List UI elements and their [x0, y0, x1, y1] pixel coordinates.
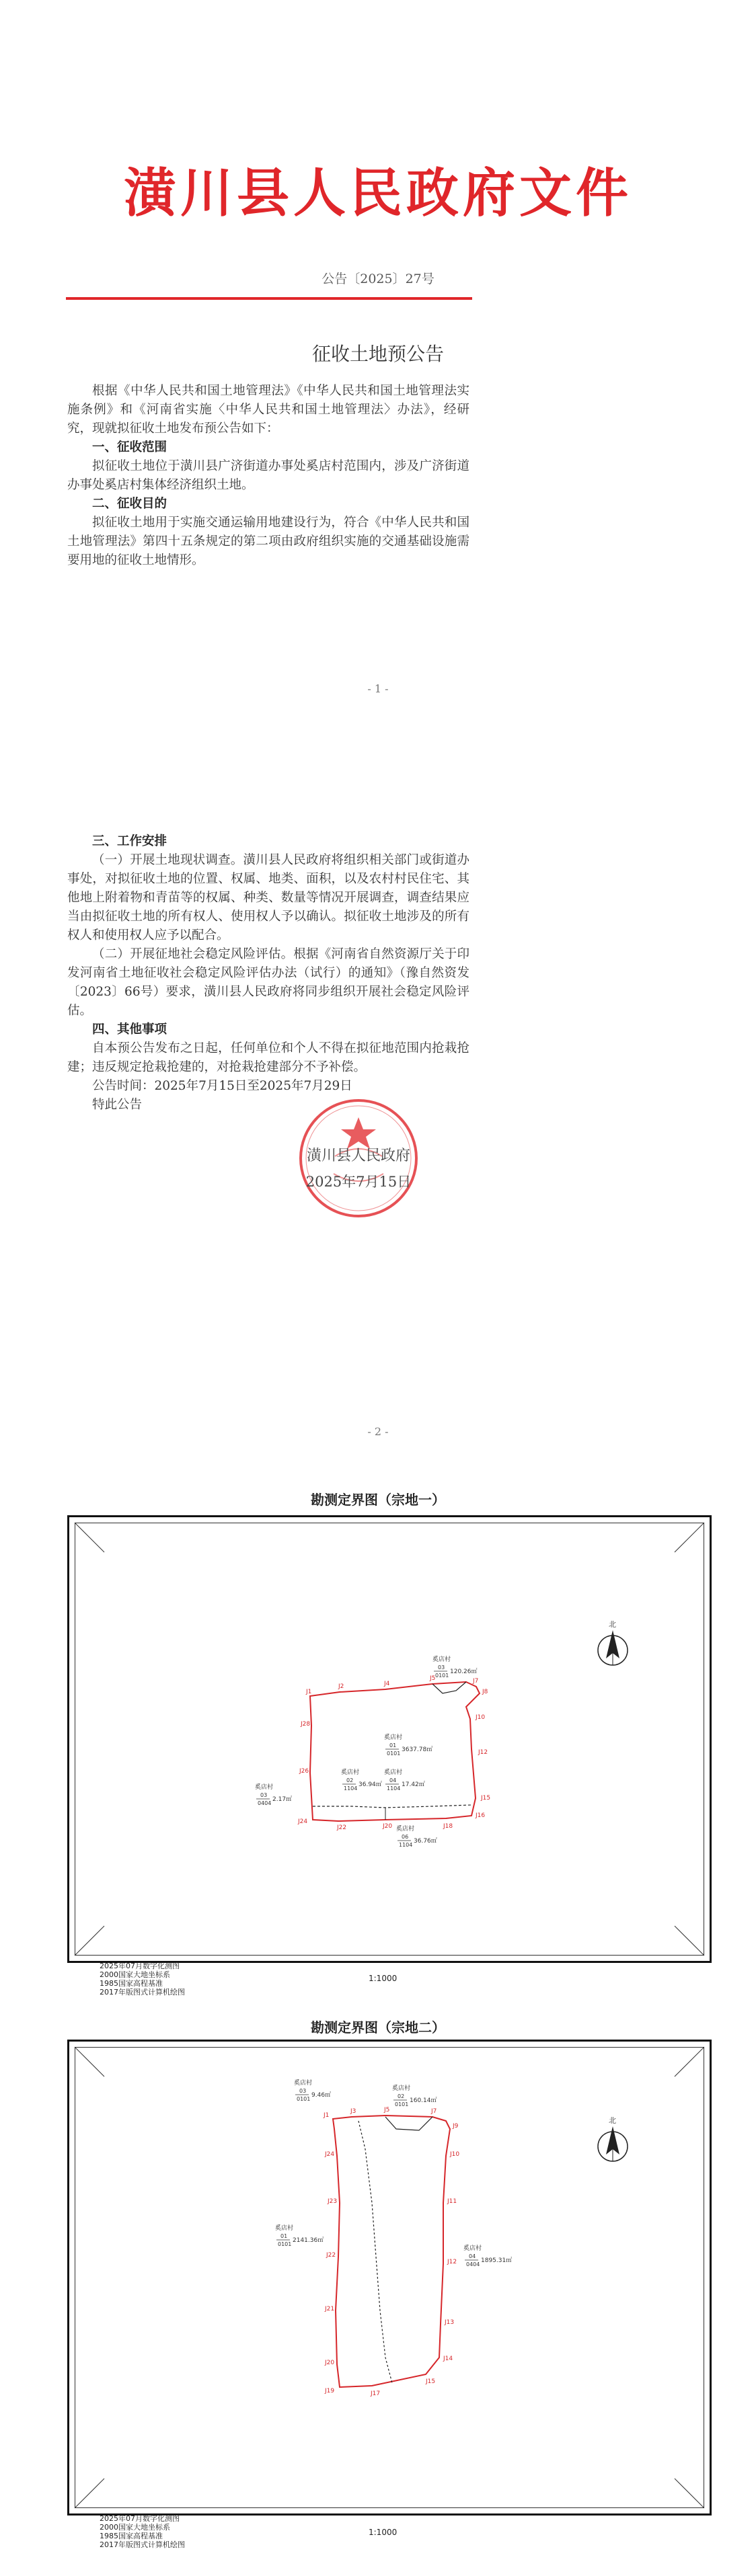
svg-text:17.42㎡: 17.42㎡: [402, 1781, 425, 1788]
map2-label-1: [392, 2084, 437, 2107]
north-label: 北: [609, 2116, 616, 2125]
svg-text:J22: J22: [326, 2252, 336, 2259]
section-3-text-2: （二）开展征地社会稳定风险评估。根据《河南省自然资源厅关于印发河南省土地征收社会稳定风险评估办法（试行）的通知》（豫自然资发〔2023〕66号）要求，潢川县人民政府将同步组织开展社会稳定风险评估。: [67, 947, 469, 1018]
svg-text:03: 03: [260, 1792, 268, 1798]
document-header-title: 潢川县人民政府文件: [123, 163, 632, 224]
section-4-text-2: 公告时间：2025年7月15日至2025年7月29日: [92, 1079, 352, 1093]
svg-text:02: 02: [346, 1777, 354, 1783]
svg-text:J11: J11: [447, 2198, 457, 2205]
section-1-text: 拟征收土地位于潢川县广济街道办事处奚店村范围内，涉及广济街道办事处奚店村集体经济组织土地。: [67, 459, 469, 492]
map2-label-0: [294, 2079, 331, 2102]
svg-text:J14: J14: [443, 2356, 453, 2362]
svg-text:9.46㎡: 9.46㎡: [311, 2092, 332, 2099]
parcel-2-boundary: [333, 2116, 450, 2387]
svg-text:J26: J26: [299, 1768, 309, 1775]
svg-text:120.26㎡: 120.26㎡: [450, 1668, 478, 1675]
svg-text:奚店村: 奚店村: [275, 2225, 294, 2232]
notice-body-page2: [67, 832, 469, 1115]
svg-text:J5: J5: [430, 1675, 436, 1682]
map-1-notes: 2025年07月数字化测图 2000国家大地坐标系 1985国家高程基准 2017年版图式计算机绘图: [100, 1962, 185, 1997]
notice-title: 征收土地预公告: [311, 343, 444, 365]
svg-text:J18: J18: [443, 1823, 453, 1830]
map1-label-4: [255, 1783, 292, 1806]
map-2-frame: [67, 2040, 712, 2515]
svg-text:04: 04: [469, 2253, 476, 2259]
map-page-1: [0, 1479, 756, 2017]
svg-text:奚店村: 奚店村: [255, 1784, 274, 1791]
signature-date: 2025年7月15日: [305, 1174, 412, 1190]
map2-label-3: [463, 2244, 512, 2267]
map-2-title: 勘测定界图（宗地二）: [311, 2019, 445, 2036]
map1-label-3: [384, 1768, 425, 1792]
map-2-scale: 1:1000: [369, 2528, 398, 2537]
svg-text:J2: J2: [338, 1683, 344, 1690]
svg-text:奚店村: 奚店村: [463, 2245, 482, 2252]
map1-label-1: [384, 1733, 432, 1757]
svg-text:1104: 1104: [387, 1785, 401, 1792]
svg-text:02: 02: [398, 2093, 405, 2099]
svg-text:0101: 0101: [278, 2241, 292, 2247]
signature-organization: 潢川县人民政府: [306, 1148, 410, 1164]
svg-text:奚店村: 奚店村: [384, 1769, 403, 1776]
red-divider-line: [66, 297, 472, 300]
svg-text:奚店村: 奚店村: [432, 1656, 451, 1663]
svg-text:J20: J20: [383, 1823, 393, 1830]
section-4-heading: 四、其他事项: [92, 1022, 167, 1037]
svg-text:0101: 0101: [387, 1750, 401, 1757]
svg-text:J16: J16: [476, 1812, 486, 1819]
section-1-heading: 一、征收范围: [92, 440, 167, 454]
map-1-drawing: [69, 1517, 710, 1961]
notice-body-page1: [67, 382, 469, 570]
svg-text:2.17㎡: 2.17㎡: [272, 1796, 293, 1803]
svg-text:1895.31㎡: 1895.31㎡: [481, 2257, 513, 2264]
page-number-2: - 2 -: [367, 1425, 389, 1438]
svg-text:J1: J1: [324, 2112, 330, 2119]
svg-text:J4: J4: [384, 1681, 390, 1687]
intro-paragraph: 根据《中华人民共和国土地管理法》《中华人民共和国土地管理法实施条例》和《河南省实施〈中华人民共和国土地管理法〉办法》，经研究，现就拟征收土地发布预公告如下：: [67, 384, 469, 436]
svg-text:160.14㎡: 160.14㎡: [410, 2097, 437, 2104]
section-2-heading: 二、征收目的: [92, 497, 167, 511]
svg-text:06: 06: [402, 1834, 409, 1840]
svg-text:01: 01: [280, 2233, 288, 2239]
svg-text:奚店村: 奚店村: [294, 2080, 313, 2087]
svg-text:36.94㎡: 36.94㎡: [358, 1781, 382, 1788]
svg-text:3637.78㎡: 3637.78㎡: [402, 1746, 433, 1753]
svg-text:奚店村: 奚店村: [341, 1769, 360, 1776]
svg-text:J12: J12: [447, 2259, 457, 2265]
map-1-scale: 1:1000: [369, 1974, 398, 1983]
svg-text:J15: J15: [481, 1795, 491, 1802]
svg-text:J15: J15: [426, 2378, 436, 2385]
svg-text:J21: J21: [325, 2306, 335, 2312]
map-page-2: [0, 2017, 756, 2576]
map2-label-2: [275, 2224, 324, 2247]
svg-text:03: 03: [299, 2088, 307, 2094]
svg-text:03: 03: [438, 1664, 445, 1671]
svg-text:J1: J1: [306, 1689, 312, 1695]
section-2-text: 拟征收土地用于实施交通运输用地建设行为，符合《中华人民共和国土地管理法》第四十五条规定的第二项由政府组织实施的交通基础设施需要用地的征收土地情形。: [67, 516, 469, 567]
map1-label-0: [432, 1655, 478, 1679]
svg-text:奚店村: 奚店村: [396, 1826, 415, 1833]
svg-text:36.76㎡: 36.76㎡: [414, 1838, 437, 1845]
north-label: 北: [609, 1620, 616, 1629]
svg-text:J8: J8: [482, 1689, 488, 1695]
svg-text:J22: J22: [337, 1824, 347, 1831]
svg-text:J20: J20: [325, 2360, 335, 2366]
svg-text:J28: J28: [301, 1721, 311, 1728]
svg-text:J7: J7: [431, 2108, 437, 2115]
svg-text:0101: 0101: [297, 2096, 311, 2102]
svg-text:01: 01: [389, 1742, 397, 1748]
map1-label-2: [341, 1768, 382, 1792]
svg-text:J3: J3: [350, 2108, 356, 2115]
svg-text:奚店村: 奚店村: [392, 2085, 411, 2092]
svg-text:J5: J5: [384, 2107, 390, 2114]
page-1: [0, 0, 756, 753]
section-3-heading: 三、工作安排: [92, 834, 167, 848]
svg-text:J10: J10: [476, 1714, 486, 1721]
section-4-text-3: 特此公告: [92, 1098, 143, 1112]
north-arrow-icon: [598, 1630, 628, 1665]
north-arrow-icon: [598, 2126, 628, 2161]
section-4-text-1: 自本预公告发布之日起，任何单位和个人不得在拟征地范围内抢栽抢建；违反规定抢栽抢建的，对抢栽抢建部分不予补偿。: [67, 1041, 469, 1074]
svg-text:J23: J23: [328, 2198, 338, 2205]
document-number: 公告〔2025〕27号: [322, 272, 434, 286]
svg-text:J13: J13: [445, 2319, 455, 2326]
svg-text:1104: 1104: [344, 1785, 358, 1792]
svg-text:J7: J7: [473, 1678, 479, 1685]
page-2: [0, 753, 756, 1479]
svg-text:0404: 0404: [258, 1800, 272, 1806]
svg-text:J10: J10: [450, 2151, 460, 2158]
svg-text:J24: J24: [298, 1818, 308, 1825]
svg-text:0101: 0101: [435, 1673, 449, 1679]
page-number-1: - 1 -: [367, 682, 389, 695]
svg-text:J12: J12: [478, 1749, 488, 1756]
map-2-notes: 2025年07月数字化测图 2000国家大地坐标系 1985国家高程基准 2017年版图式计算机绘图: [100, 2514, 185, 2549]
map-2-drawing: [69, 2042, 710, 2513]
svg-text:J19: J19: [325, 2388, 335, 2394]
svg-text:0101: 0101: [395, 2101, 409, 2107]
map-1-title: 勘测定界图（宗地一）: [311, 1492, 445, 1508]
svg-text:1104: 1104: [399, 1842, 413, 1848]
svg-text:J9: J9: [453, 2123, 459, 2130]
svg-text:J17: J17: [371, 2390, 381, 2397]
section-3-text-1: （一）开展土地现状调查。潢川县人民政府将组织相关部门或街道办事处，对拟征收土地的位置、权属、地类、面积，以及农村村民住宅、其他地上附着物和青苗等的权属、种类、数量等情况开展调查，调查结果应当由拟征收土地的所有权人、使用权人予以确认。拟征收土地涉及的所有权人和使用权人应予以配合。: [67, 853, 469, 942]
svg-text:奚店村: 奚店村: [384, 1734, 403, 1741]
svg-text:04: 04: [389, 1777, 397, 1783]
map-1-frame: [67, 1515, 712, 1963]
svg-text:2141.36㎡: 2141.36㎡: [293, 2237, 324, 2244]
svg-text:J24: J24: [325, 2151, 335, 2158]
map1-label-5: [396, 1824, 437, 1848]
svg-text:0404: 0404: [466, 2261, 480, 2267]
